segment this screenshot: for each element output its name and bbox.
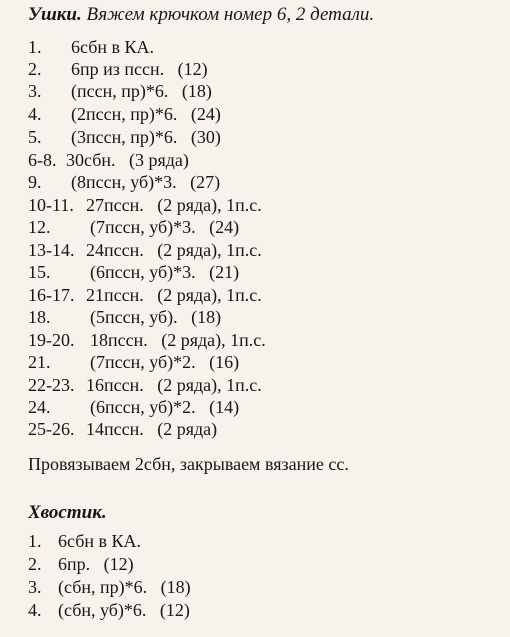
row-number: 24.: [28, 397, 51, 417]
section-title-tail: Хвостик.: [28, 502, 107, 523]
row-instruction: 21пссн. (2 ряда), 1п.с.: [86, 285, 262, 305]
row-instruction: 6пр. (12): [58, 554, 134, 574]
row-number: 15.: [28, 262, 51, 282]
row-instruction: (7пссн, уб)*2. (16): [90, 352, 240, 372]
section-heading-tail: [28, 502, 107, 524]
row-number: 2.: [28, 554, 42, 574]
row-instruction: (5пссн, уб). (18): [90, 307, 222, 327]
row-number: 10-11.: [28, 195, 74, 215]
row-number: 25-26.: [28, 419, 75, 439]
row-instruction: 14пссн. (2 ряда): [86, 419, 218, 439]
row-instruction: 6сбн в КА.: [71, 37, 155, 57]
row-instruction: 27пссн. (2 ряда), 1п.с.: [86, 195, 262, 215]
row-number: 2.: [28, 59, 42, 79]
row-number: 1.: [28, 531, 42, 551]
section-heading-ears: [28, 4, 374, 26]
row-number: 5.: [28, 127, 42, 147]
row-number: 16-17.: [28, 285, 75, 305]
row-number: 1.: [28, 37, 42, 57]
row-instruction: (пссн, пр)*6. (18): [71, 81, 212, 101]
row-instruction: 16пссн. (2 ряда), 1п.с.: [86, 375, 262, 395]
row-number: 13-14.: [28, 240, 75, 260]
row-number: 9.: [28, 172, 42, 192]
row-instruction: 24пссн. (2 ряда), 1п.с.: [86, 240, 262, 260]
row-number: 4.: [28, 600, 42, 620]
row-instruction: (6пссн, уб)*3. (21): [90, 262, 240, 282]
row-number: 6-8.: [28, 150, 57, 170]
row-number: 22-23.: [28, 375, 75, 395]
row-number: 19-20.: [28, 330, 75, 350]
row-instruction: 18пссн. (2 ряда), 1п.с.: [90, 330, 266, 350]
row-number: 3.: [28, 81, 42, 101]
row-number: 3.: [28, 577, 42, 597]
row-instruction: (3пссн, пр)*6. (30): [71, 127, 221, 147]
row-instruction: (8пссн, уб)*3. (27): [71, 172, 221, 192]
row-instruction: 6сбн в КА.: [58, 531, 142, 551]
row-instruction: 6пр из пссн. (12): [71, 59, 208, 79]
section-title-ears: Ушки.: [28, 4, 82, 25]
section-subtitle-ears: Вяжем крючком номер 6, 2 детали.: [81, 4, 375, 25]
row-instruction: (2пссн, пр)*6. (24): [71, 104, 221, 124]
row-instruction: (7пссн, уб)*3. (24): [90, 217, 240, 237]
row-instruction: (6пссн, уб)*2. (14): [90, 397, 240, 417]
row-number: 4.: [28, 104, 42, 124]
row-number: 12.: [28, 217, 51, 237]
row-instruction: (сбн, пр)*6. (18): [58, 577, 191, 597]
row-instruction: 30сбн. (3 ряда): [66, 150, 189, 170]
row-number: 18.: [28, 307, 51, 327]
ears-closing-instruction: Провязываем 2сбн, закрываем вязание сс.: [28, 454, 349, 474]
row-instruction: (сбн, уб)*6. (12): [58, 600, 190, 620]
row-number: 21.: [28, 352, 51, 372]
